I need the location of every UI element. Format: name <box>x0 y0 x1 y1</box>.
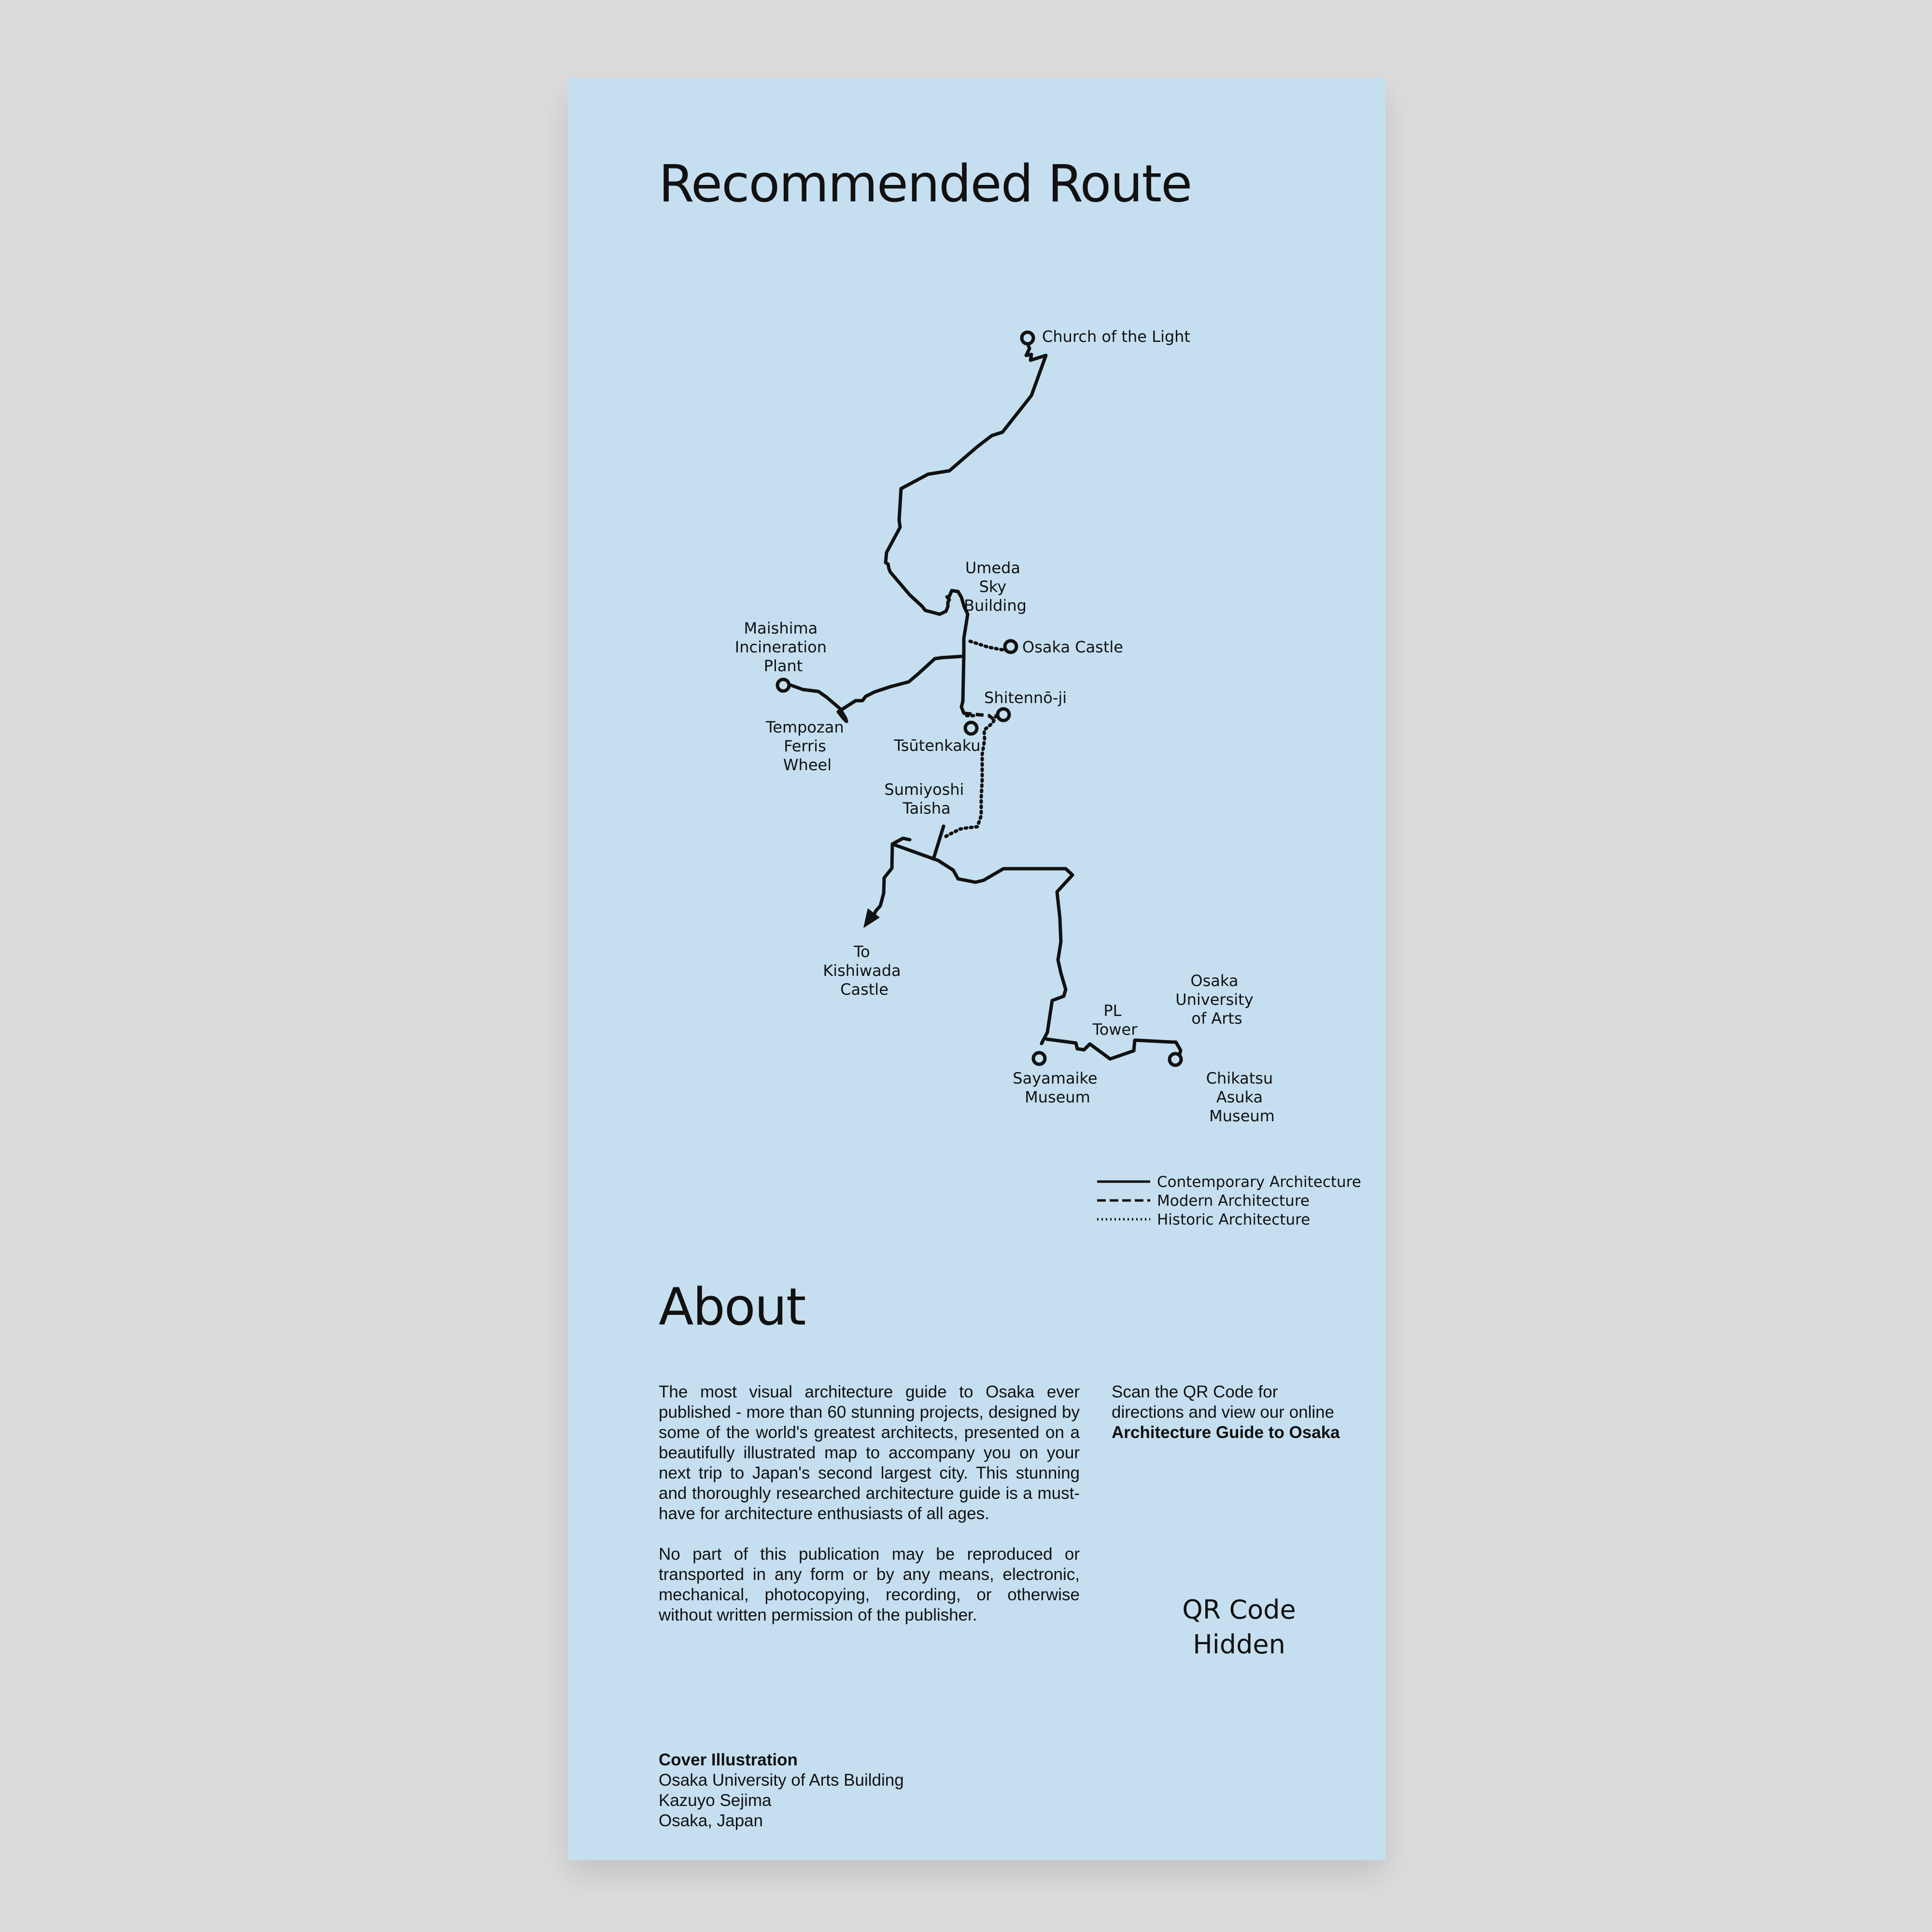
label-shitennoji: Shitennō-ji <box>984 689 1067 707</box>
about-text <box>659 1382 1080 1646</box>
legend-modern: Modern Architecture <box>1157 1192 1310 1210</box>
about-title: About <box>659 1277 805 1337</box>
route-line-pl-chikatsu <box>1047 1039 1181 1059</box>
qr-label: QR Code <box>1182 1594 1296 1625</box>
route-line-sumiyoshi-link <box>933 826 944 859</box>
label-kishiwada: To Kishiwada Castle <box>823 943 901 999</box>
label-osaka-univ: Osaka University of Arts <box>1175 972 1254 1028</box>
credits-line: Osaka University of Arts Building <box>659 1771 904 1790</box>
cover-credits <box>659 1750 997 1831</box>
brochure-panel <box>568 78 1385 1860</box>
label-chikatsu: Chikatsu Asuka Museum <box>1206 1069 1275 1125</box>
label-sayamaike: Sayamaike Museum <box>1013 1069 1098 1106</box>
route-line-historic-osaka-castle <box>970 641 1008 651</box>
sayamaike-stop-marker <box>1033 1053 1045 1064</box>
maishima-stop-marker <box>777 679 789 691</box>
qr-label: Hidden <box>1193 1629 1285 1660</box>
qr-code-placeholder[interactable] <box>1142 1593 1336 1662</box>
scan-line: directions and view our online <box>1112 1403 1335 1422</box>
route-line-maishima <box>791 656 964 721</box>
label-tempozan: Tempozan Ferris Wheel <box>766 718 844 774</box>
shitennoji-stop-marker <box>998 709 1009 720</box>
scan-instructions <box>1112 1382 1372 1443</box>
route-line-kishiwada <box>872 844 892 918</box>
credits-line: Osaka, Japan <box>659 1811 763 1830</box>
tsutenkaku-stop-marker <box>965 722 977 734</box>
route-title: Recommended Route <box>659 154 1192 213</box>
route-map <box>568 78 1385 1237</box>
label-umeda: Umeda Sky Building <box>964 559 1027 615</box>
label-sumiyoshi: Sumiyoshi Taisha <box>884 780 964 818</box>
route-line-church-umeda <box>886 340 1046 638</box>
label-church: Church of the Light <box>1042 327 1190 346</box>
credits-line: Kazuyo Sejima <box>659 1791 772 1810</box>
church-stop-marker <box>1022 332 1033 344</box>
route-line-trunk <box>961 638 964 713</box>
route-line-south <box>892 838 1072 1044</box>
legend-contemporary: Contemporary Architecture <box>1157 1173 1361 1191</box>
about-paragraph-2: No part of this publication may be reproduced or transported in any form or by any means, electronic, mechanical, photocopying, recording, or otherwise without written permission of the publisher. <box>659 1545 1080 1624</box>
osaka-castle-stop-marker <box>1005 641 1016 652</box>
guide-name: Architecture Guide to Osaka <box>1112 1423 1340 1442</box>
label-pl-tower: PL Tower <box>1092 1001 1138 1039</box>
label-osaka-castle: Osaka Castle <box>1022 638 1123 656</box>
credits-heading: Cover Illustration <box>659 1750 798 1769</box>
scan-line: Scan the QR Code for <box>1112 1382 1278 1401</box>
map-legend <box>1097 1173 1361 1228</box>
legend-historic: Historic Architecture <box>1157 1211 1311 1228</box>
chikatsu-stop-marker <box>1170 1054 1181 1065</box>
about-paragraph-1: The most visual architecture guide to Osaka ever published - more than 60 stunning projects, designed by some of the world's greatest architects, presented on a beautifully illustrated map to accompany you on your next trip to Japan's second largest city. This stunning and thoroughly researched architecture guide is a must-have for architecture enthusiasts of all ages. <box>659 1382 1080 1523</box>
label-maishima: Maishima Incineration Plant <box>734 619 827 675</box>
label-tsutenkaku: Tsūtenkaku <box>894 736 981 755</box>
